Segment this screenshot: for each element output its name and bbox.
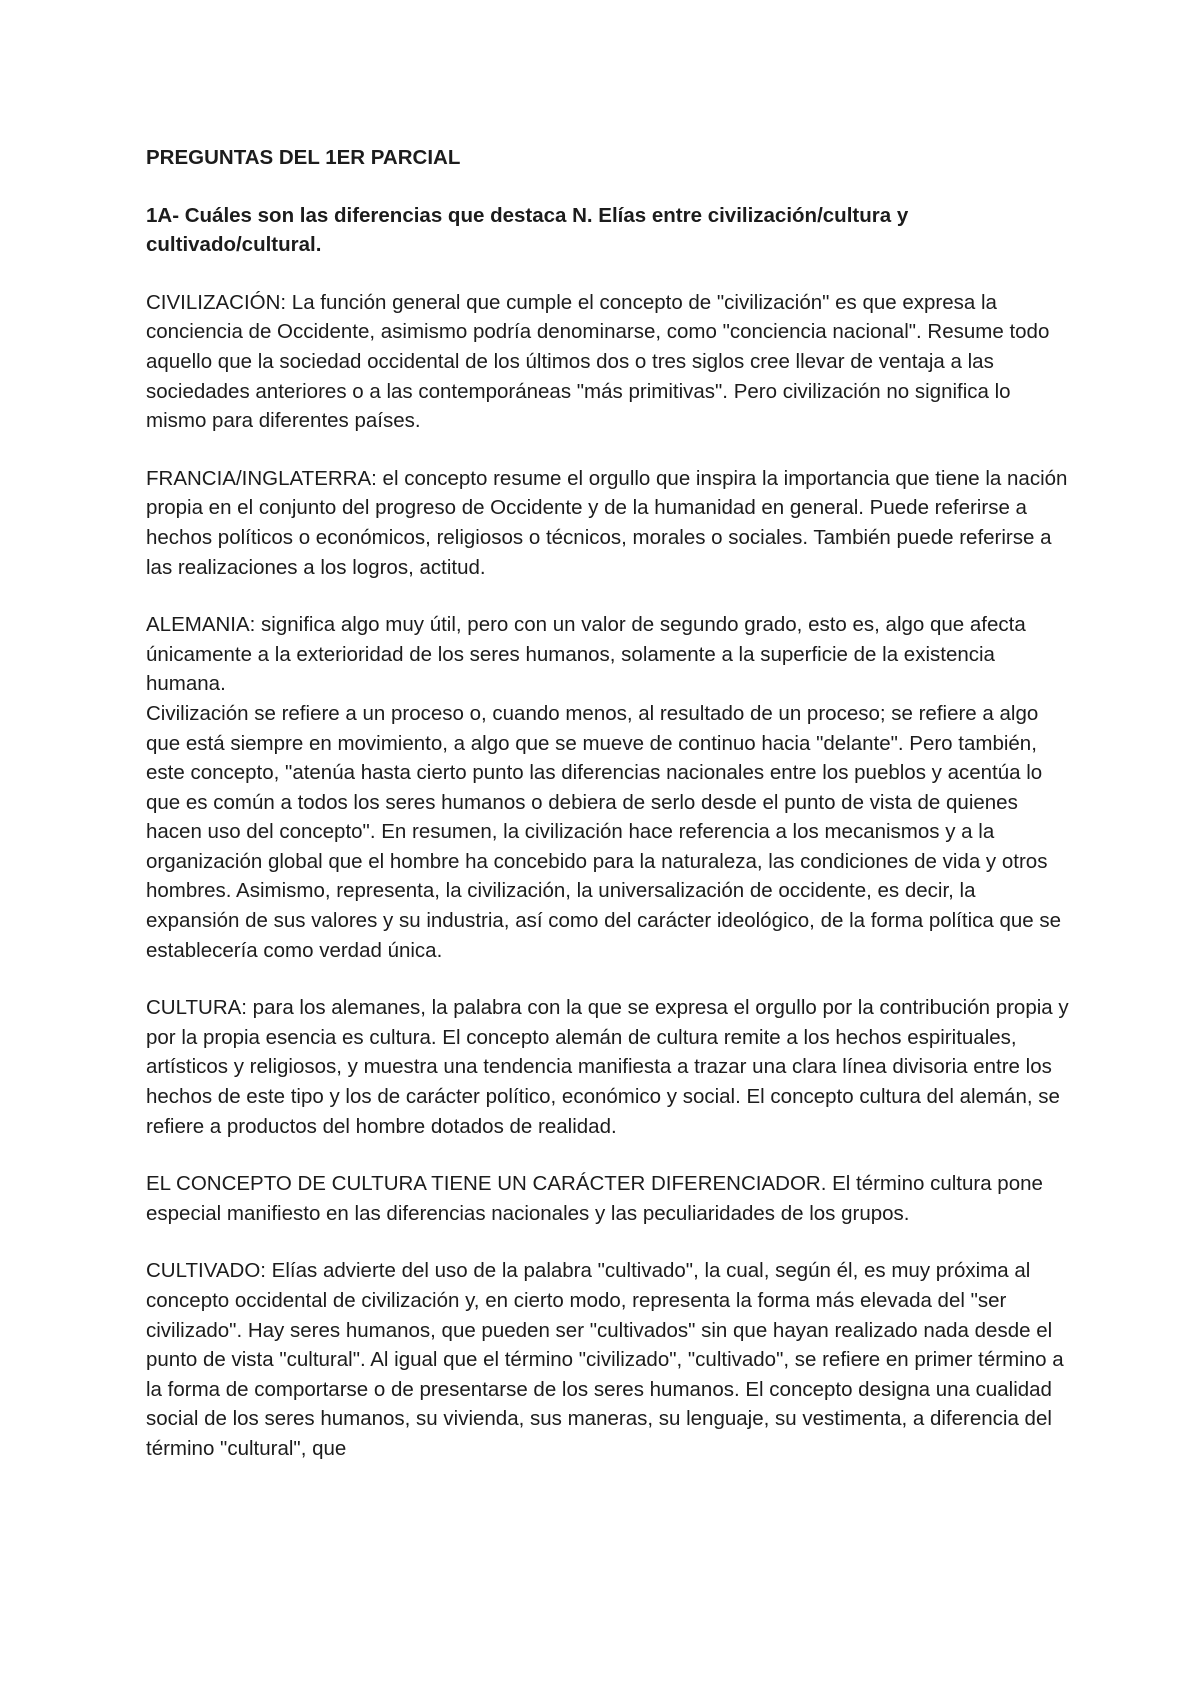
paragraph-cultivado: CULTIVADO: Elías advierte del uso de la palabra "cultivado", la cual, según él, es muy próxima al concepto occidental de civilización y, en cierto modo, representa la forma más elevada del "ser civilizado". Hay seres humanos, que pueden ser "cultivados" sin que hayan realizado nada desde el punto de vista "cultural". Al igual que el término "civilizado", "cultivado", se refiere en primer término a la forma de comportarse o de presentarse de los seres humanos. El concepto designa una cualidad social de los seres humanos, su vivienda, sus maneras, su lenguaje, su vestimenta, a diferencia del término "cultural", que [146, 1259, 1064, 1460]
question-heading: 1A- Cuáles son las diferencias que destaca N. Elías entre civilización/cultura y cultivado/cultural. [146, 203, 909, 257]
paragraph-civilizacion: CIVILIZACIÓN: La función general que cumple el concepto de "civilización" es que expresa la conciencia de Occidente, asimismo podría denominarse, como "conciencia nacional". Resume todo aquello que la sociedad occidental de los últimos dos o tres siglos cree llevar de ventaja a las sociedades anteriores o a las contemporáneas "más primitivas". Pero civilización no significa lo mismo para diferentes países. [146, 290, 1050, 433]
paragraph-francia-inglaterra: FRANCIA/INGLATERRA: el concepto resume el orgullo que inspira la importancia que tiene la nación propia en el conjunto del progreso de Occidente y de la humanidad en general. Puede referirse a hechos políticos o económicos, religiosos o técnicos, morales o sociales. También puede referirse a las realizaciones a los logros, actitud. [146, 466, 1068, 579]
paragraph-cultura: CULTURA: para los alemanes, la palabra con la que se expresa el orgullo por la contribución propia y por la propia esencia es cultura. El concepto alemán de cultura remite a los hechos espirituales, artísticos y religiosos, y muestra una tendencia manifiesta a trazar una clara línea divisoria entre los hechos de este tipo y los de carácter político, económico y social. El concepto cultura del alemán, se refiere a productos del hombre dotados de realidad. [146, 996, 1069, 1138]
paragraph-alemania: ALEMANIA: significa algo muy útil, pero con un valor de segundo grado, esto es, algo que afecta únicamente a la exterioridad de los seres humanos, solamente a la superficie de la existencia humana. [146, 613, 1026, 696]
paragraph-concepto-cultura: EL CONCEPTO DE CULTURA TIENE UN CARÁCTER DIFERENCIADOR. El término cultura pone especial manifiesto en las diferencias nacionales y las peculiaridades de los grupos. [146, 1172, 1043, 1225]
document-body [146, 143, 1071, 1464]
document-title: PREGUNTAS DEL 1ER PARCIAL [146, 146, 461, 169]
paragraph-civilizacion-proceso: Civilización se refiere a un proceso o, cuando menos, al resultado de un proceso; se refiere a algo que está siempre en movimiento, a algo que se mueve de continuo hacia "delante". Pero también, este concepto, "atenúa hasta cierto punto las diferencias nacionales entre los pueblos y acentúa lo que es común a todos los seres humanos o debiera de serlo desde el punto de vista de quienes hacen uso del concepto". En resumen, la civilización hace referencia a los mecanismos y a la organización global que el hombre ha concebido para la naturaleza, las condiciones de vida y otros hombres. Asimismo, representa, la civilización, la universalización de occidente, es decir, la expansión de sus valores y su industria, así como del carácter ideológico, de la forma política que se establecería como verdad única. [146, 701, 1062, 962]
